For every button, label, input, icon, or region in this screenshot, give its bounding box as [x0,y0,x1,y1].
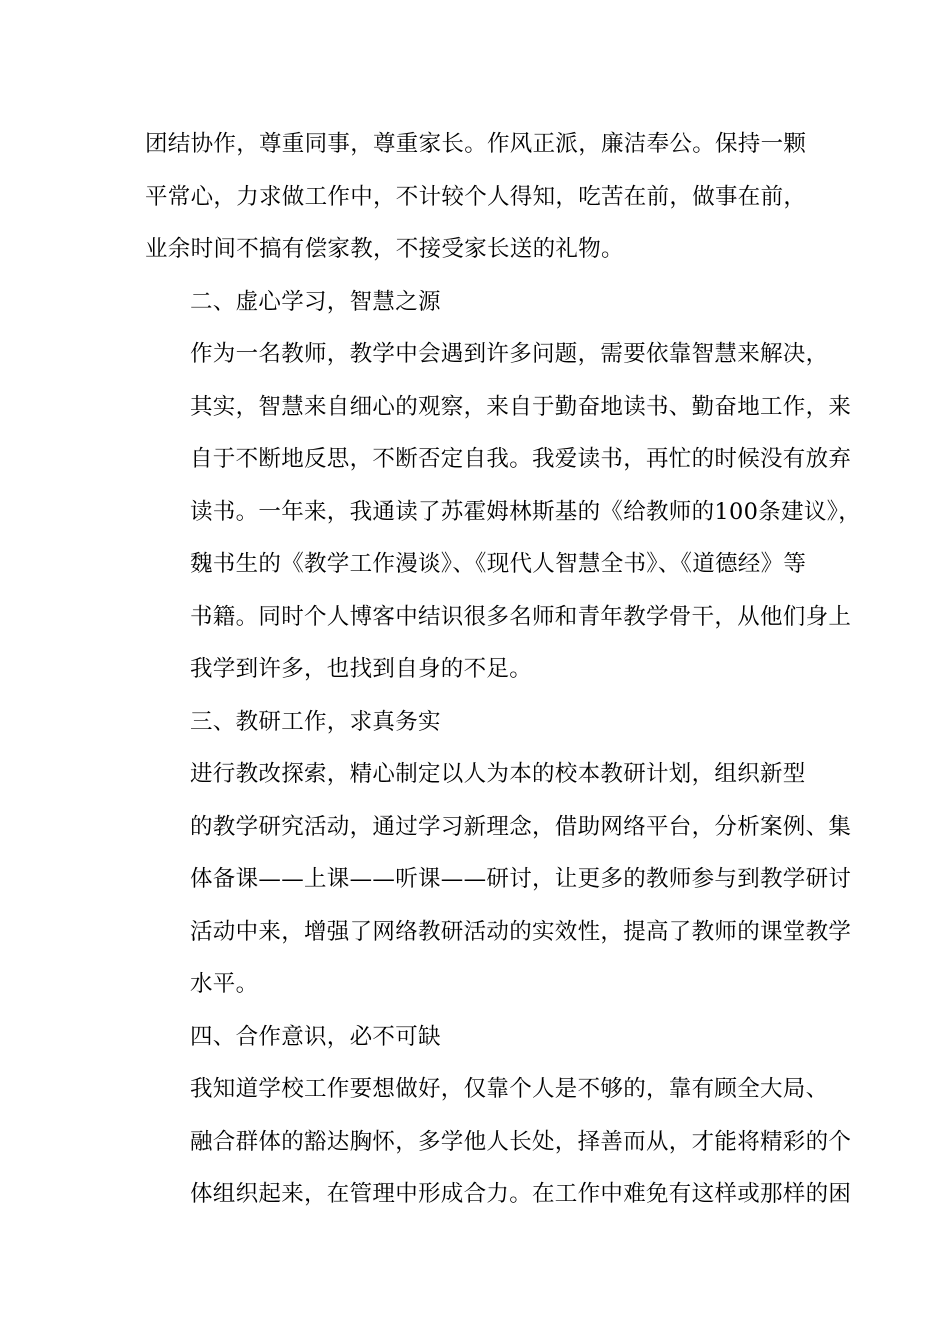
text-line: 读书。一年来，我通读了苏霍姆林斯基的《给教师的100条建议》， [190,498,861,525]
text-line: 进行教改探索，精心制定以人为本的校本教研计划，组织新型 [190,761,806,787]
text-line: 我学到许多，也找到自身的不足。 [190,656,533,682]
text-line: 融合群体的豁达胸怀，多学他人长处，择善而从，才能将精彩的个 [190,1128,852,1155]
paragraph-continuation [145,118,810,276]
heading-text: 二、虚心学习，智慧之源 [190,288,441,315]
text-line: 书籍。同时个人博客中结识很多名师和青年教学骨干，从他们身上 [190,603,852,630]
paragraph-learning [145,328,861,696]
text-line: 团结协作，尊重同事，尊重家长。作风正派，廉洁奉公。保持一颗 [145,131,807,157]
section-heading-4 [145,1011,810,1064]
text-line: 水平。 [190,971,259,997]
text-line: 活动中来，增强了网络教研活动的实效性，提高了教师的课堂教学 [190,918,852,945]
text-line: 我知道学校工作要想做好，仅靠个人是不够的，靠有顾全大局、 [190,1076,829,1102]
text-line: 体备课——上课——听课——研讨，让更多的教师参与到教学研讨 [190,866,852,892]
paragraph-research [145,748,852,1011]
section-heading-3 [145,696,810,749]
text-line: 体组织起来，在管理中形成合力。在工作中难免有这样或那样的困 [190,1181,852,1207]
document-body [145,118,861,1221]
text-line: 魏书生的《教学工作漫谈》、《现代人智慧全书》、《道德经》等 [190,551,807,577]
section-heading-2 [145,276,810,329]
text-line: 平常心，力求做工作中，不计较个人得知，吃苦在前，做事在前， [145,183,807,210]
paragraph-cooperation [145,1063,852,1221]
text-line: 自于不断地反思，不断否定自我。我爱读书，再忙的时候没有放弃 [190,446,852,472]
text-line: 的教学研究活动，通过学习新理念，借助网络平台，分析案例、集 [190,813,852,840]
heading-text: 四、合作意识，必不可缺 [190,1023,441,1050]
text-line: 其实，智慧来自细心的观察，来自于勤奋地读书、勤奋地工作，来 [190,393,852,420]
heading-text: 三、教研工作，求真务实 [190,708,441,735]
text-line: 作为一名教师，教学中会遇到许多问题，需要依靠智慧来解决， [190,341,829,367]
text-line: 业余时间不搞有偿家教，不接受家长送的礼物。 [145,236,624,262]
